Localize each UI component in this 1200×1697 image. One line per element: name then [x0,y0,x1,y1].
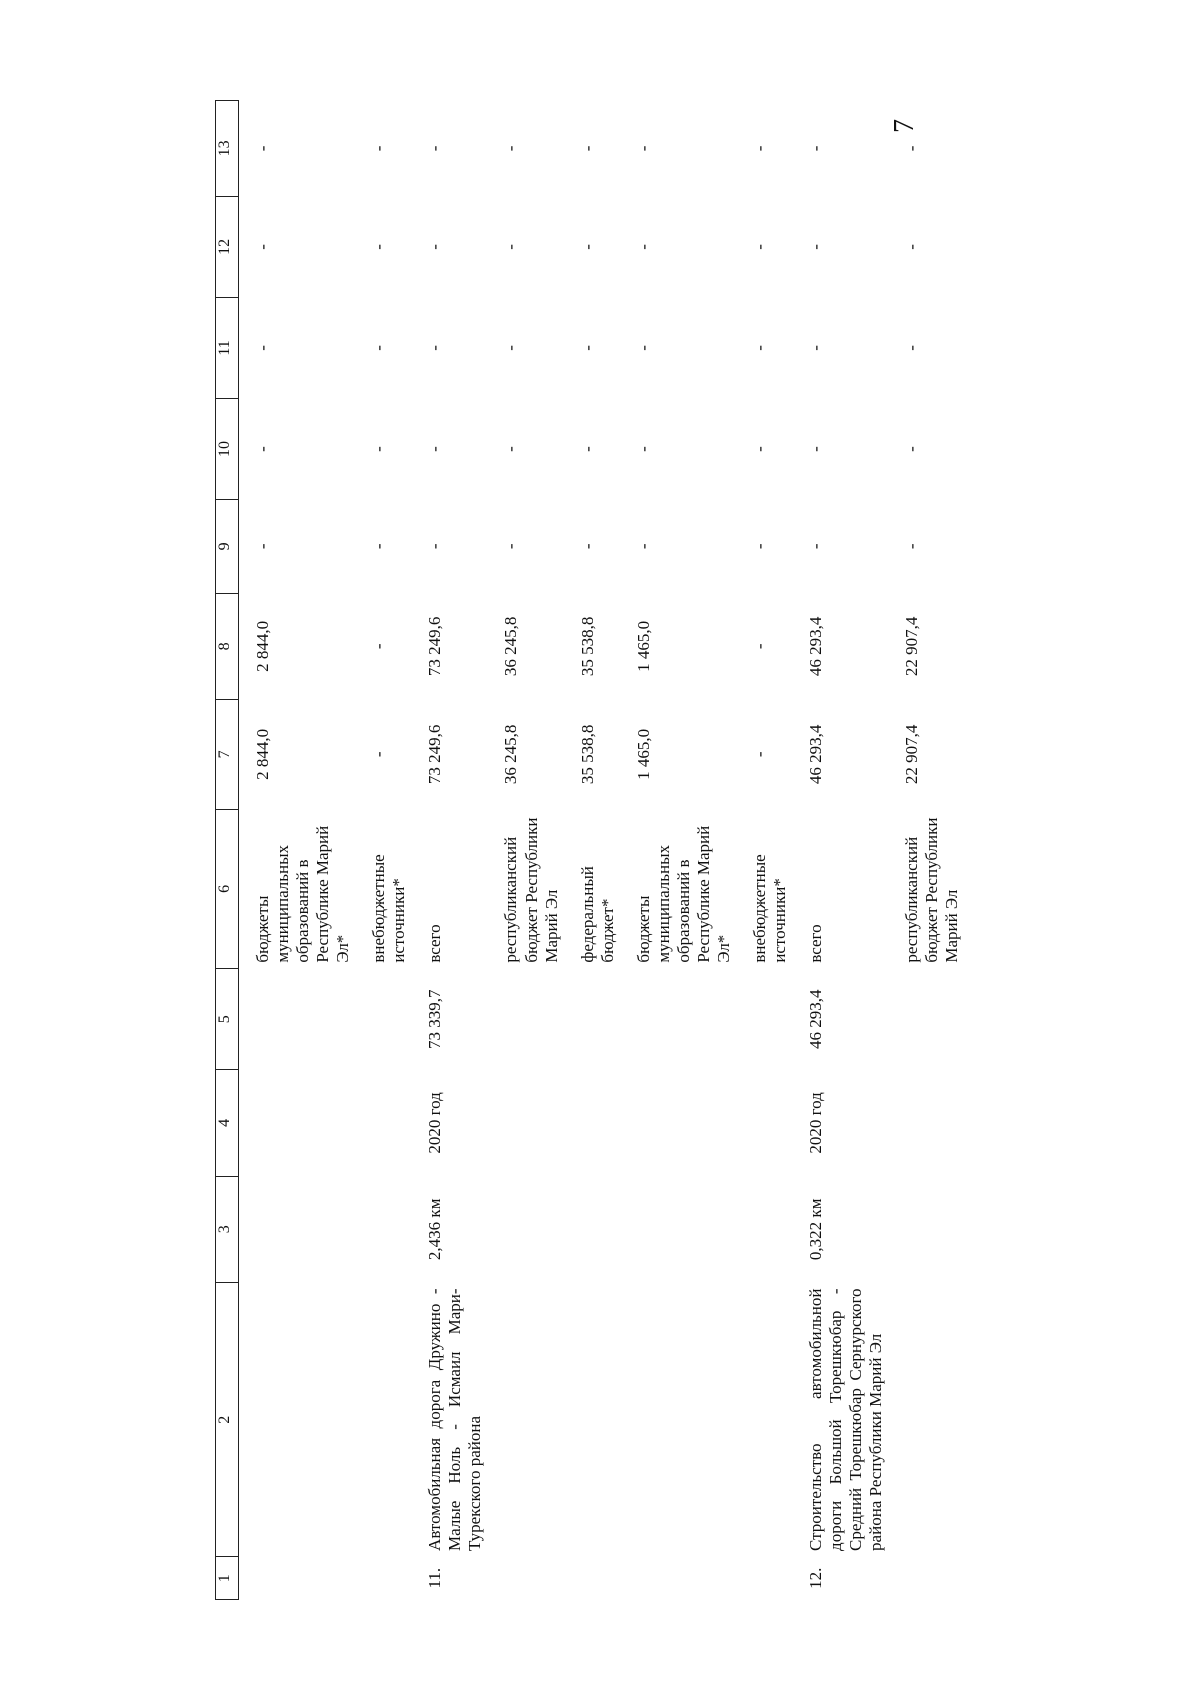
row-number-cell [487,1557,563,1600]
year-cell [355,1070,411,1176]
year-2025-cell: - [902,145,922,152]
table-row [620,101,736,1600]
total-cost-cell: 36 245,8 [501,724,521,785]
year-2024-cell: - [501,244,521,250]
year-2023-cell: - [577,345,597,351]
column-header-8: 8 [216,593,239,699]
year-2025-cell: - [369,145,389,152]
year-2021-cell: - [253,543,272,550]
year-2020-cell: - [749,643,769,650]
year-2021-cell: - [633,543,653,550]
funding-source-cell: бюджеты муниципальных образований в Республике Марий Эл* [253,825,353,963]
length-cell [736,1176,792,1282]
row-number-cell [564,1557,620,1600]
year-2021-cell: - [902,543,922,550]
estimated-cost-cell [564,969,620,1070]
row-number-cell [620,1557,736,1600]
year-2022-cell: - [425,446,445,452]
funding-source-cell: бюджеты муниципальных образований в Республике Марий Эл* [633,825,733,963]
length-cell [487,1176,563,1282]
table-body [239,101,965,1600]
year-2022-cell: - [806,446,826,452]
year-2023-cell: - [501,345,521,351]
object-name-cell [736,1282,792,1556]
year-2025-cell: - [806,145,826,152]
year-2023-cell: - [749,345,769,351]
estimated-cost-cell [620,969,736,1070]
year-2021-cell: - [501,543,521,550]
year-2023-cell: - [902,345,922,351]
year-2024-cell: - [902,244,922,250]
object-name-cell [355,1282,411,1556]
year-2021-cell: - [806,543,826,550]
column-header-2: 2 [216,1282,239,1556]
year-2023-cell: - [633,345,653,351]
row-number-cell [736,1557,792,1600]
page-number: 7 [889,119,920,133]
year-2025-cell: - [749,145,769,152]
year-2021-cell: - [425,543,445,550]
column-header-4: 4 [216,1070,239,1176]
estimated-cost-cell [355,969,411,1070]
total-cost-cell: - [749,751,769,758]
total-cost-cell: 22 907,4 [902,724,922,785]
length-cell: 0,322 км [806,1198,826,1261]
year-cell: 2020 год [425,1092,445,1154]
year-cell [239,1070,356,1176]
year-2022-cell: - [749,446,769,452]
funding-source-cell: всего [806,924,826,963]
table-row [736,101,792,1600]
column-header-11: 11 [216,297,239,398]
total-cost-cell: 46 293,4 [806,724,826,785]
total-cost-cell: - [369,751,389,758]
year-cell [888,1070,964,1176]
year-2022-cell: - [633,446,653,452]
table-row [411,101,487,1600]
year-2023-cell: - [369,345,389,351]
column-header-10: 10 [216,398,239,499]
year-2025-cell: - [501,145,521,152]
rotated-table-wrapper [215,100,995,1600]
column-header-3: 3 [216,1176,239,1282]
year-2023-cell: - [425,345,445,351]
year-cell [564,1070,620,1176]
funding-source-cell: внебюджетные источники* [749,854,789,963]
table-header [216,101,239,1600]
year-2020-cell: 22 907,4 [902,616,922,677]
total-cost-cell: 73 249,6 [425,724,445,785]
column-header-7: 7 [216,700,239,810]
year-2024-cell: - [633,244,653,250]
estimated-cost-cell [239,969,356,1070]
year-2020-cell: - [369,643,389,650]
year-2022-cell: - [577,446,597,452]
year-2020-cell: 35 538,8 [577,616,597,677]
year-2022-cell: - [253,446,272,452]
year-2022-cell: - [902,446,922,452]
header-row [216,101,239,1600]
funding-source-cell: федеральный бюджет* [577,866,617,963]
row-number-cell: 11. [425,1567,445,1589]
length-cell [355,1176,411,1282]
length-cell [564,1176,620,1282]
estimated-cost-cell [888,969,964,1070]
year-2023-cell: - [806,345,826,351]
row-number-cell [355,1557,411,1600]
year-2025-cell: - [633,145,653,152]
year-2025-cell: - [425,145,445,152]
year-2022-cell: - [369,446,389,452]
object-name-cell: Строительство автомобильной дороги Большой Торешкюбар - Средний Торешкюбар Сернурского района Республики Марий Эл [806,1288,886,1551]
year-2024-cell: - [425,244,445,250]
year-2020-cell: 36 245,8 [501,616,521,677]
object-name-cell [620,1282,736,1556]
length-cell [239,1176,356,1282]
year-2020-cell: 46 293,4 [806,616,826,677]
year-2023-cell: - [253,345,272,351]
column-header-6: 6 [216,809,239,969]
column-header-12: 12 [216,196,239,297]
table-row [792,101,888,1600]
estimated-cost-cell [487,969,563,1070]
table-row [239,101,356,1600]
total-cost-cell: 2 844,0 [253,728,272,780]
length-cell [620,1176,736,1282]
table-row [487,101,563,1600]
row-number-cell: 12. [806,1567,826,1589]
length-cell: 2,436 км [425,1198,445,1261]
object-name-cell [888,1282,964,1556]
column-header-9: 9 [216,500,239,594]
row-number-cell [888,1557,964,1600]
object-name-cell [564,1282,620,1556]
year-cell [736,1070,792,1176]
year-2021-cell: - [577,543,597,550]
object-name-cell [239,1282,356,1556]
object-name-cell: Автомобильная дорога Дружино - Малые Ноль - Исмаил Мари-Турекского района [425,1288,485,1551]
table-row [888,101,964,1600]
table-row [355,101,411,1600]
year-2025-cell: - [253,145,272,152]
year-cell [487,1070,563,1176]
estimated-cost-cell: 46 293,4 [806,989,826,1049]
year-2021-cell: - [749,543,769,550]
year-cell: 2020 год [806,1092,826,1154]
year-2020-cell: 73 249,6 [425,616,445,677]
row-number-cell [239,1557,356,1600]
object-name-cell [487,1282,563,1556]
column-header-13: 13 [216,101,239,197]
total-cost-cell: 1 465,0 [633,728,653,780]
funding-source-cell: внебюджетные источники* [369,854,409,963]
program-table [215,100,964,1600]
column-header-1: 1 [216,1557,239,1600]
year-cell [620,1070,736,1176]
funding-source-cell: республиканский бюджет Республики Марий Эл [902,817,962,963]
funding-source-cell: всего [425,924,445,963]
year-2022-cell: - [501,446,521,452]
estimated-cost-cell [736,969,792,1070]
year-2021-cell: - [369,543,389,550]
year-2025-cell: - [577,145,597,152]
year-2020-cell: 2 844,0 [253,620,272,672]
funding-source-cell: республиканский бюджет Республики Марий Эл [501,817,561,963]
estimated-cost-cell: 73 339,7 [425,989,445,1049]
year-2024-cell: - [749,244,769,250]
year-2024-cell: - [806,244,826,250]
year-2024-cell: - [253,244,272,250]
year-2020-cell: 1 465,0 [633,620,653,672]
year-2024-cell: - [369,244,389,250]
table-row [564,101,620,1600]
total-cost-cell: 35 538,8 [577,724,597,785]
column-header-5: 5 [216,969,239,1070]
length-cell [888,1176,964,1282]
year-2024-cell: - [577,244,597,250]
